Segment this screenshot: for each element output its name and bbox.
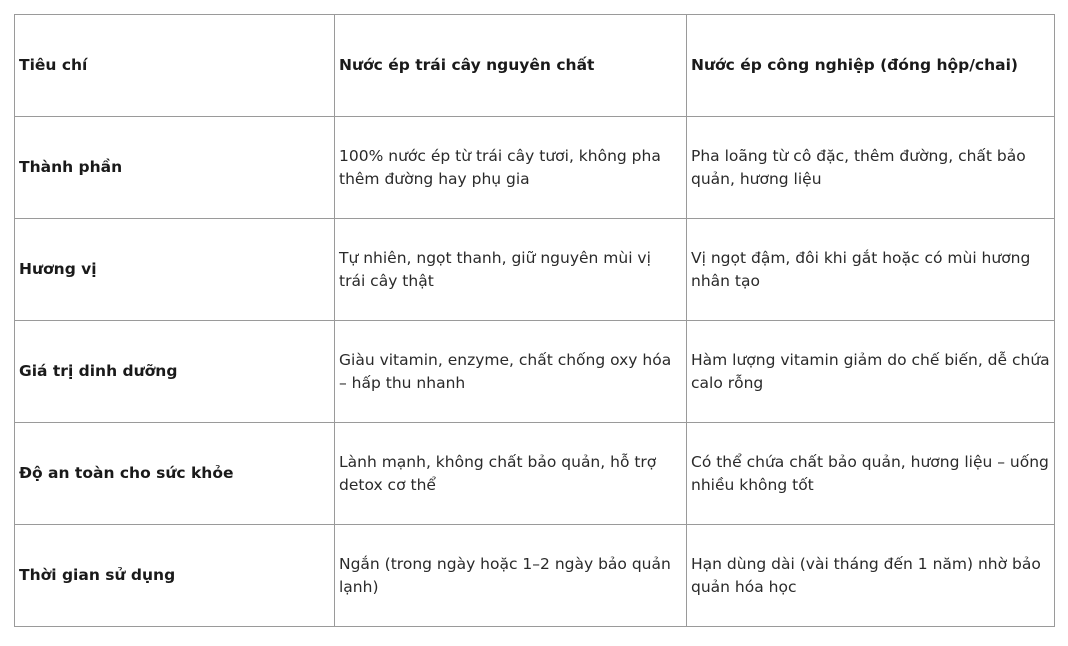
criterion-cell: Giá trị dinh dưỡng bbox=[15, 321, 335, 423]
header-pure-juice: Nước ép trái cây nguyên chất bbox=[335, 15, 687, 117]
industrial-juice-cell: Vị ngọt đậm, đôi khi gắt hoặc có mùi hương nhân tạo bbox=[687, 219, 1055, 321]
table-row bbox=[15, 423, 1055, 525]
table-row bbox=[15, 117, 1055, 219]
criterion-cell: Hương vị bbox=[15, 219, 335, 321]
pure-juice-cell: Giàu vitamin, enzyme, chất chống oxy hóa – hấp thu nhanh bbox=[335, 321, 687, 423]
industrial-juice-cell: Có thể chứa chất bảo quản, hương liệu – uống nhiều không tốt bbox=[687, 423, 1055, 525]
comparison-table bbox=[14, 14, 1055, 627]
header-criteria: Tiêu chí bbox=[15, 15, 335, 117]
table-row bbox=[15, 219, 1055, 321]
criterion-cell: Độ an toàn cho sức khỏe bbox=[15, 423, 335, 525]
table-header-row bbox=[15, 15, 1055, 117]
table-row bbox=[15, 525, 1055, 627]
pure-juice-cell: Ngắn (trong ngày hoặc 1–2 ngày bảo quản lạnh) bbox=[335, 525, 687, 627]
table-row bbox=[15, 321, 1055, 423]
pure-juice-cell: 100% nước ép từ trái cây tươi, không pha thêm đường hay phụ gia bbox=[335, 117, 687, 219]
industrial-juice-cell: Hạn dùng dài (vài tháng đến 1 năm) nhờ bảo quản hóa học bbox=[687, 525, 1055, 627]
criterion-cell: Thời gian sử dụng bbox=[15, 525, 335, 627]
header-industrial-juice: Nước ép công nghiệp (đóng hộp/chai) bbox=[687, 15, 1055, 117]
industrial-juice-cell: Pha loãng từ cô đặc, thêm đường, chất bảo quản, hương liệu bbox=[687, 117, 1055, 219]
industrial-juice-cell: Hàm lượng vitamin giảm do chế biến, dễ chứa calo rỗng bbox=[687, 321, 1055, 423]
pure-juice-cell: Tự nhiên, ngọt thanh, giữ nguyên mùi vị trái cây thật bbox=[335, 219, 687, 321]
pure-juice-cell: Lành mạnh, không chất bảo quản, hỗ trợ detox cơ thể bbox=[335, 423, 687, 525]
criterion-cell: Thành phần bbox=[15, 117, 335, 219]
